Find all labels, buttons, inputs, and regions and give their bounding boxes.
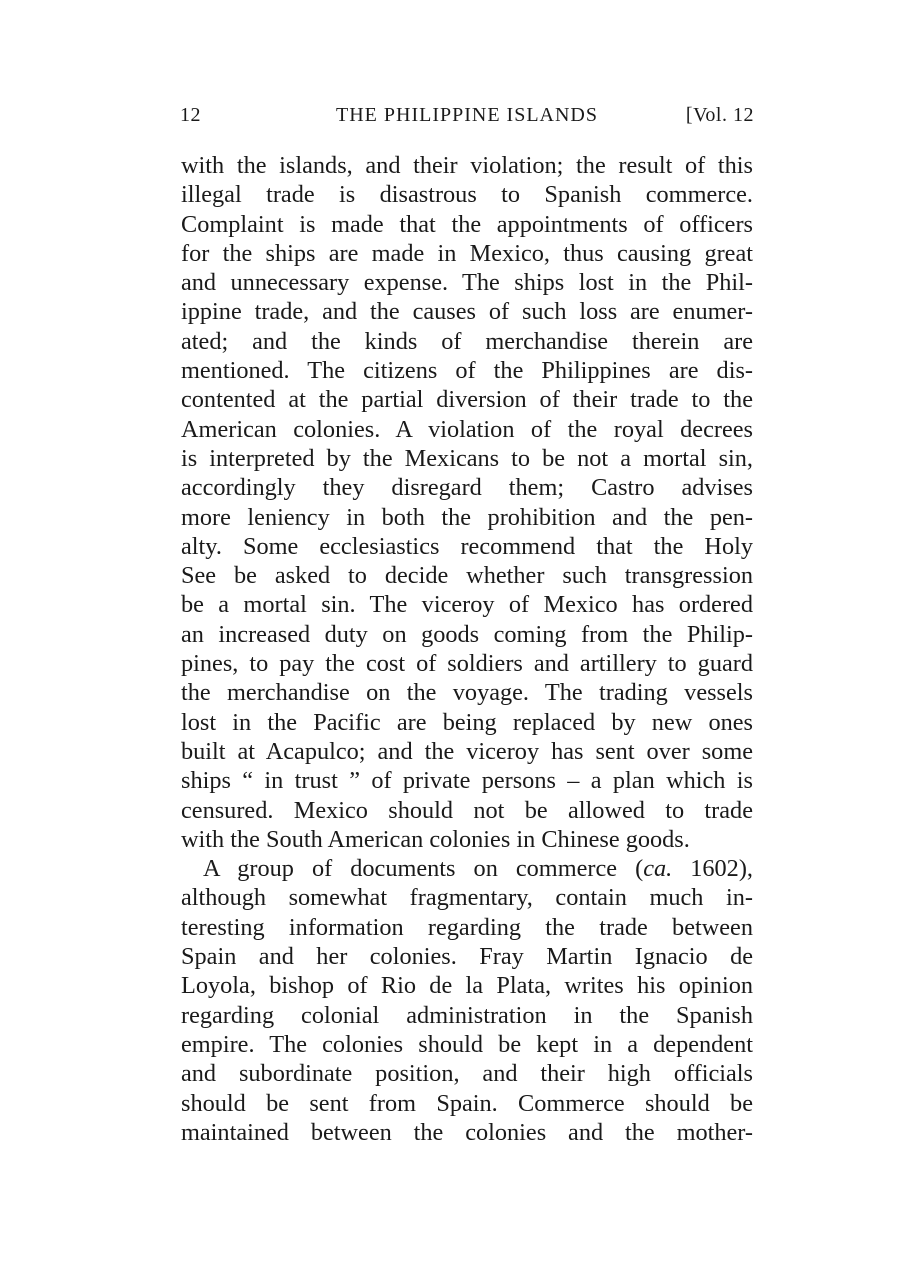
text-line: and unnecessary expense. The ships lost in the Phil-: [181, 269, 753, 297]
text-line: with the islands, and their violation; the result of this: [181, 152, 753, 179]
text-line: ippine trade, and the causes of such loss are enumer-: [181, 298, 753, 326]
text-line: for the ships are made in Mexico, thus causing great: [181, 239, 753, 267]
text-line: built at Acapulco; and the viceroy has sent over some: [181, 737, 753, 765]
paragraph-2-first-line: [181, 854, 753, 883]
text-run: A group of documents on commerce (: [203, 855, 644, 883]
text-line: regarding colonial administration in the Spanish: [181, 1001, 753, 1029]
text-line: maintained between the colonies and the mother-: [181, 1118, 753, 1146]
book-title: THE PHILIPPINE ISLANDS: [336, 104, 598, 126]
text-line: although somewhat fragmentary, contain much in-: [181, 884, 753, 912]
text-line: and subordinate position, and their high officials: [181, 1060, 753, 1088]
text-line: contented at the partial diversion of their trade to the: [181, 386, 753, 414]
text-line: an increased duty on goods coming from the Philip-: [181, 620, 753, 648]
italic-abbreviation: ca.: [643, 855, 673, 883]
text-line: is interpreted by the Mexicans to be not a mortal sin,: [181, 444, 753, 472]
text-line: mentioned. The citizens of the Philippines are dis-: [181, 357, 753, 385]
text-line: Loyola, bishop of Rio de la Plata, writes his opinion: [181, 972, 753, 1000]
text-line: censured. Mexico should not be allowed to trade: [181, 796, 753, 824]
page-number: 12: [180, 104, 201, 126]
running-head: [180, 104, 754, 134]
text-line: lost in the Pacific are being replaced by new ones: [181, 708, 753, 736]
text-line: American colonies. A violation of the royal decrees: [181, 415, 753, 443]
text-line: ated; and the kinds of merchandise therein are: [181, 327, 753, 355]
text-line: empire. The colonies should be kept in a dependent: [181, 1030, 753, 1058]
text-line: accordingly they disregard them; Castro advises: [181, 474, 753, 502]
text-line: the merchandise on the voyage. The trading vessels: [181, 679, 753, 707]
volume-label: [Vol. 12: [685, 104, 754, 126]
text-line: illegal trade is disastrous to Spanish commerce.: [181, 181, 753, 209]
text-line: with the South American colonies in Chinese goods.: [181, 825, 690, 853]
text-line: ships “ in trust ” of private persons – a plan which is: [181, 767, 753, 795]
text-line: should be sent from Spain. Commerce should be: [181, 1089, 753, 1117]
text-line: alty. Some ecclesiastics recommend that the Holy: [181, 532, 753, 560]
text-line: See be asked to decide whether such transgression: [181, 562, 753, 590]
text-line: pines, to pay the cost of soldiers and artillery to guard: [181, 650, 753, 678]
text-line: teresting information regarding the trade between: [181, 913, 753, 941]
text-line: Complaint is made that the appointments of officers: [181, 210, 753, 238]
body-text: [181, 151, 753, 1147]
text-line: more leniency in both the prohibition and the pen-: [181, 503, 753, 531]
text-run: 1602),: [672, 855, 753, 883]
text-line: be a mortal sin. The viceroy of Mexico has ordered: [181, 591, 753, 619]
text-line: Spain and her colonies. Fray Martin Ignacio de: [181, 943, 753, 971]
